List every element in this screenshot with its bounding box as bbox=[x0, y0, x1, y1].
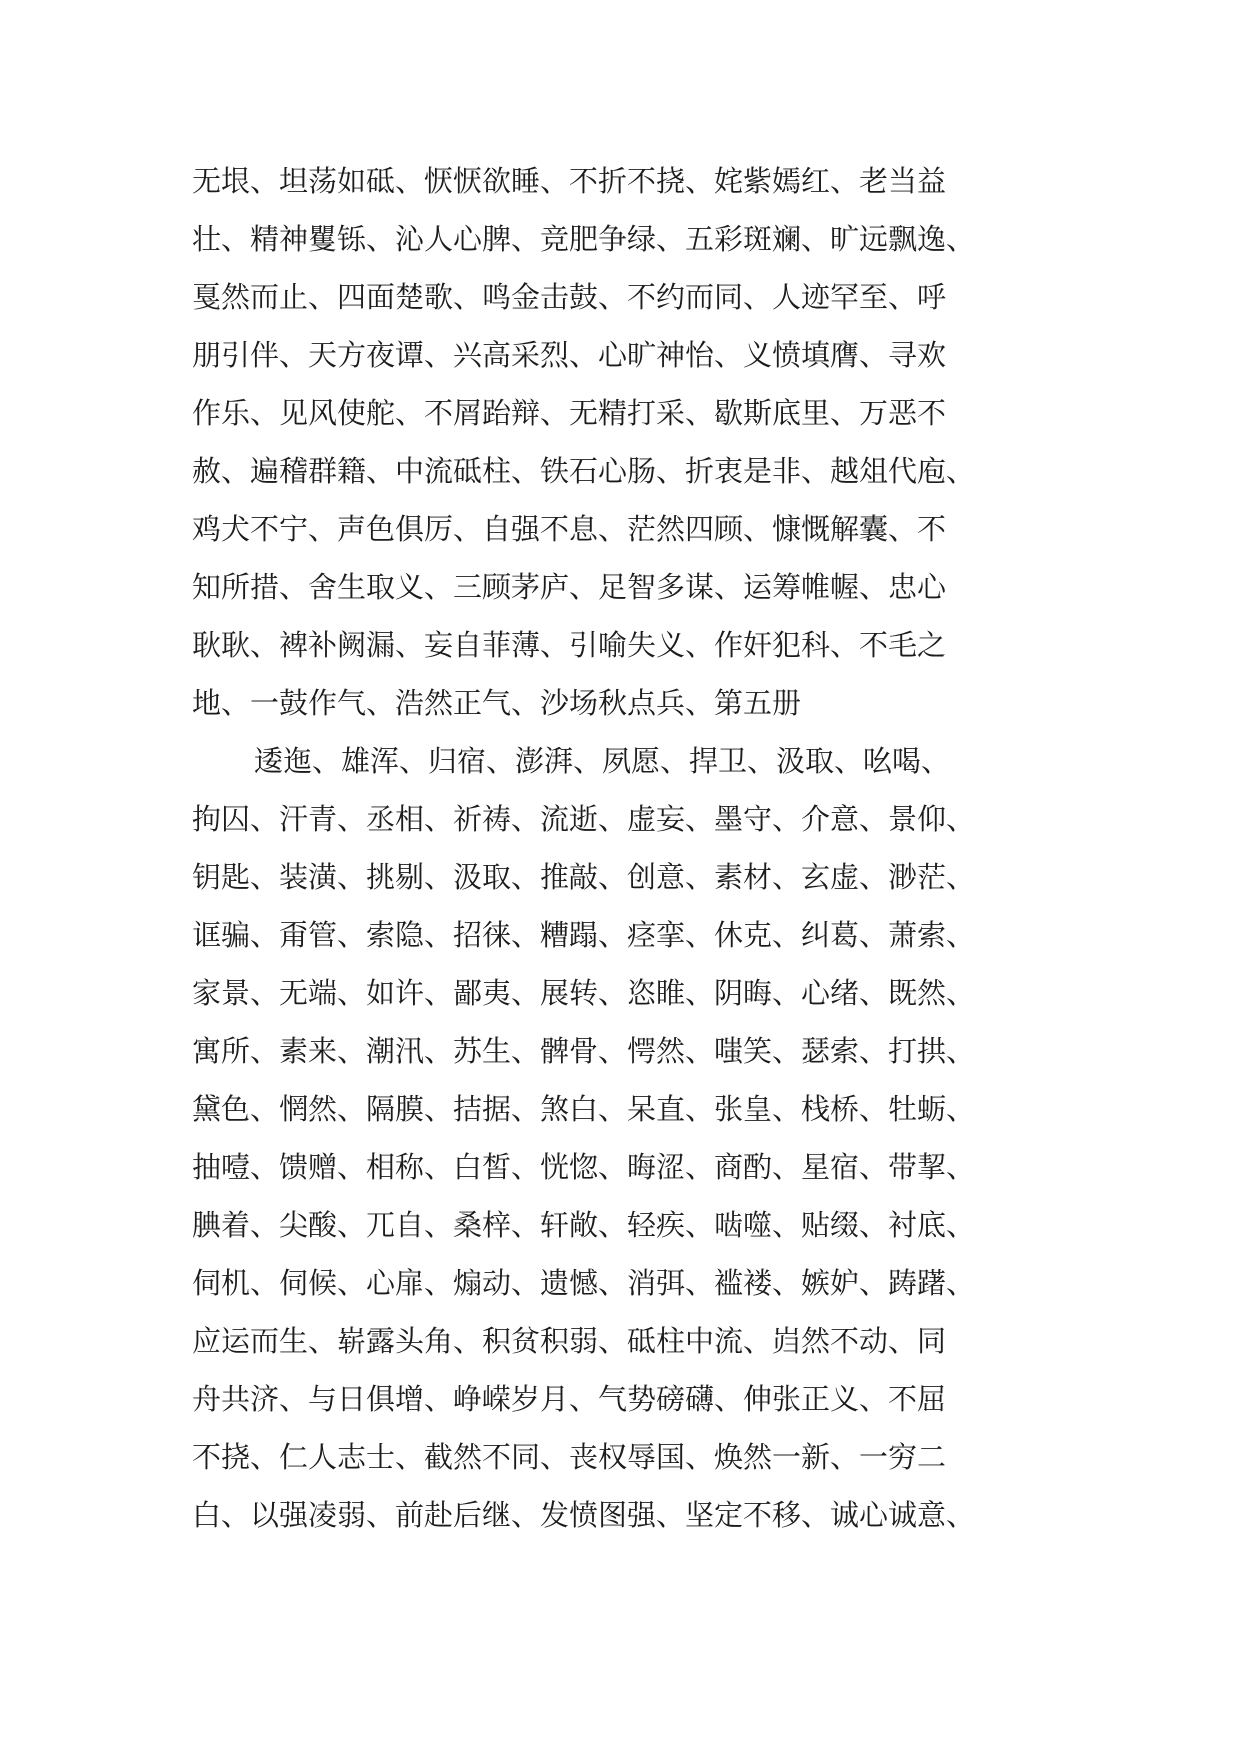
text-line: 壮、精神矍铄、沁人心脾、竞肥争绿、五彩斑斓、旷远飘逸、 bbox=[192, 222, 976, 256]
text-line: 戛然而止、四面楚歌、鸣金击鼓、不约而同、人迹罕至、呼 bbox=[192, 280, 947, 314]
text-line: 腆着、尖酸、兀自、桑梓、轩敞、轻疾、啮噬、贴缀、衬底、 bbox=[192, 1208, 976, 1242]
text-line: 作乐、见风使舵、不屑跆辩、无精打采、歇斯底里、万恶不 bbox=[192, 396, 947, 430]
document-body bbox=[192, 152, 1072, 1544]
text-line: 无垠、坦荡如砥、恹恹欲睡、不折不挠、姹紫嫣红、老当益 bbox=[192, 164, 947, 198]
text-line: 知所措、舍生取义、三顾茅庐、足智多谋、运筹帷幄、忠心 bbox=[192, 570, 947, 604]
text-line: 赦、遍稽群籍、中流砥柱、铁石心肠、折衷是非、越俎代庖、 bbox=[192, 454, 976, 488]
text-line: 地、一鼓作气、浩然正气、沙场秋点兵、第五册 bbox=[192, 686, 802, 720]
text-line: 抽噎、馈赠、相称、白皙、恍惚、晦涩、商酌、星宿、带挈、 bbox=[192, 1150, 976, 1184]
text-line: 钥匙、装潢、挑剔、汲取、推敲、创意、素材、玄虚、渺茫、 bbox=[192, 860, 976, 894]
text-line: 舟共济、与日俱增、峥嵘岁月、气势磅礴、伸张正义、不屈 bbox=[192, 1382, 947, 1416]
text-line: 白、以强凌弱、前赴后继、发愤图强、坚定不移、诚心诚意、 bbox=[192, 1498, 976, 1532]
text-line: 耿耿、裨补阙漏、妄自菲薄、引喻失义、作奸犯科、不毛之 bbox=[192, 628, 947, 662]
text-line: 朋引伴、天方夜谭、兴高采烈、心旷神怡、义愤填膺、寻欢 bbox=[192, 338, 947, 372]
text-line: 诓骗、甭管、索隐、招徕、糟蹋、痉挛、休克、纠葛、萧索、 bbox=[192, 918, 976, 952]
text-line: 鸡犬不宁、声色俱厉、自强不息、茫然四顾、慷慨解囊、不 bbox=[192, 512, 947, 546]
text-line: 黛色、惘然、隔膜、拮据、煞白、呆直、张皇、栈桥、牡蛎、 bbox=[192, 1092, 976, 1126]
text-line: 家景、无端、如许、鄙夷、展转、恣睢、阴晦、心绪、既然、 bbox=[192, 976, 976, 1010]
text-line: 寓所、素来、潮汛、苏生、髀骨、愕然、嗤笑、瑟索、打拱、 bbox=[192, 1034, 976, 1068]
text-line: 伺机、伺候、心扉、煽动、遗憾、消弭、褴褛、嫉妒、踌躇、 bbox=[192, 1266, 976, 1300]
text-line: 逶迤、雄浑、归宿、澎湃、夙愿、捍卫、汲取、吆喝、 bbox=[254, 744, 951, 778]
text-line: 拘囚、汗青、丞相、祈祷、流逝、虚妄、墨守、介意、景仰、 bbox=[192, 802, 976, 836]
text-line: 不挠、仁人志士、截然不同、丧权辱国、焕然一新、一穷二 bbox=[192, 1440, 947, 1474]
text-line: 应运而生、崭露头角、积贫积弱、砥柱中流、岿然不动、同 bbox=[192, 1324, 947, 1358]
